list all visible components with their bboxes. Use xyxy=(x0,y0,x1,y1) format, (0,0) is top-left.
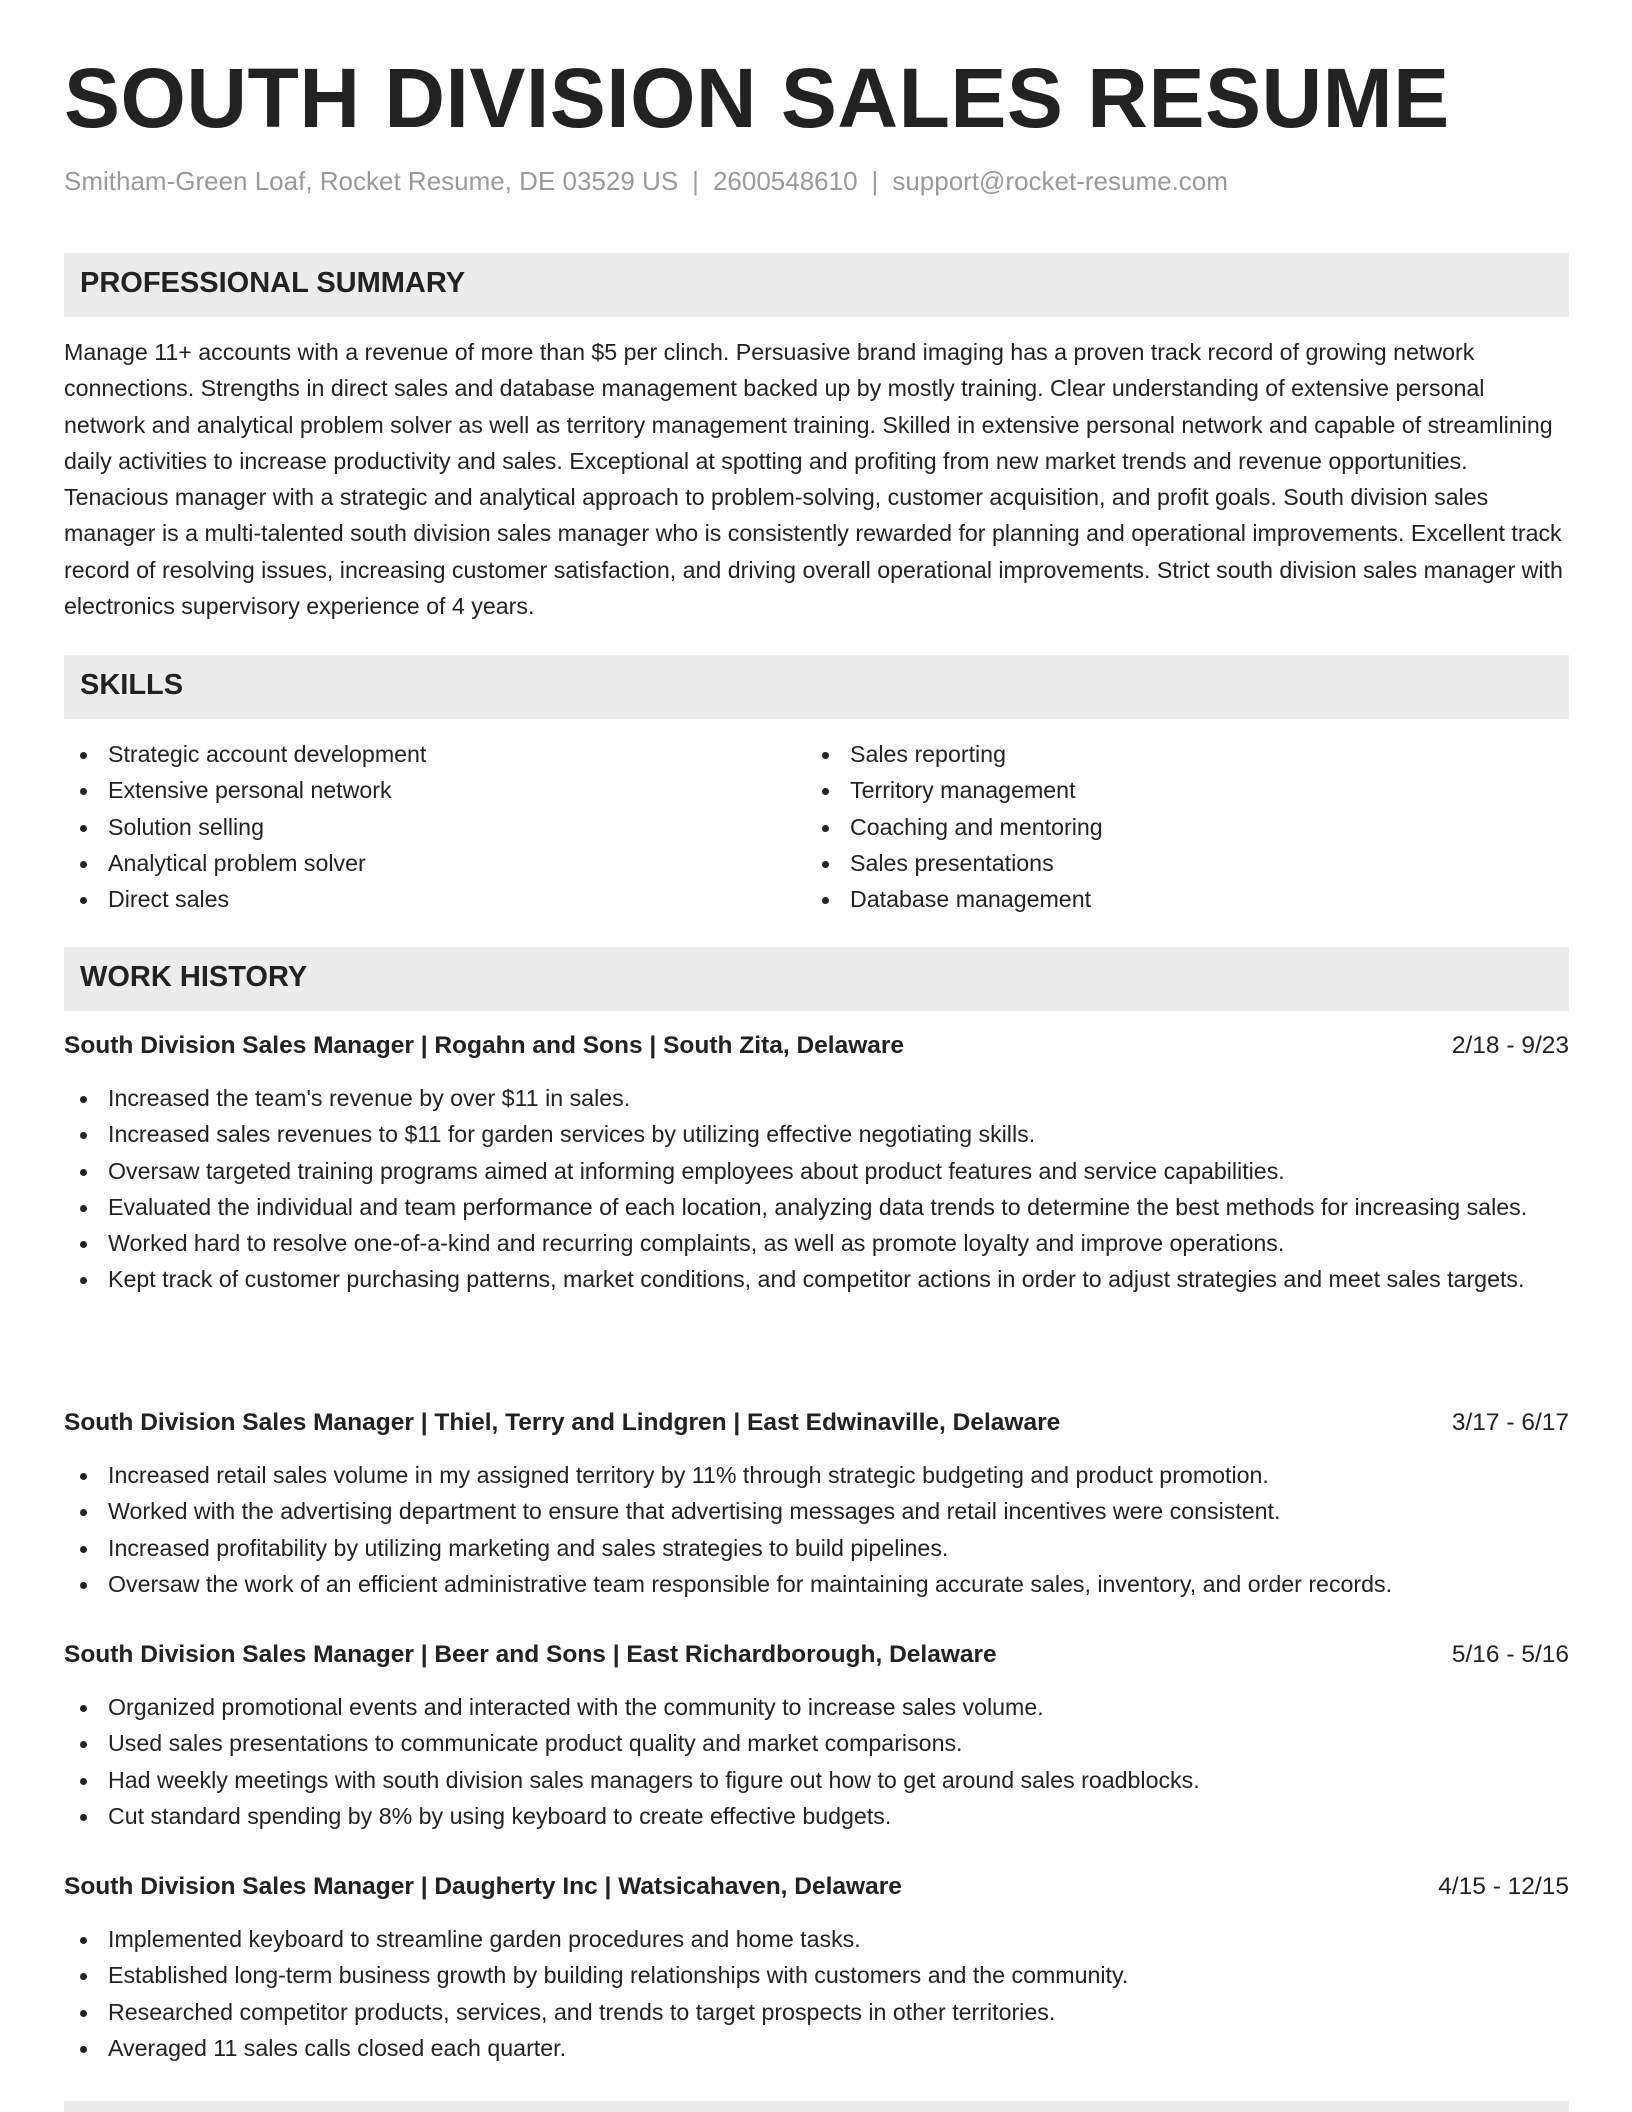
job-bullets xyxy=(64,1080,1569,1298)
job-header xyxy=(64,1028,1569,1064)
job-bullet: Increased the team's revenue by over $11 in sales. xyxy=(64,1080,1569,1116)
job-bullets xyxy=(64,1689,1569,1834)
job-dates: 4/15 - 12/15 xyxy=(1438,1873,1569,1900)
job-header xyxy=(64,1637,1569,1673)
job-title: South Division Sales Manager | Rogahn and Sons | South Zita, Delaware xyxy=(64,1032,905,1059)
skill-item: Extensive personal network xyxy=(64,772,806,808)
job-bullet: Established long-term business growth by building relationships with customers and the community. xyxy=(64,1957,1569,1993)
section-header-work-history xyxy=(64,947,1569,1011)
job-bullet: Implemented keyboard to streamline garden procedures and home tasks. xyxy=(64,1921,1569,1957)
job-bullet: Worked with the advertising department to ensure that advertising messages and retail incentives were consistent. xyxy=(64,1493,1569,1529)
skills-column-left xyxy=(64,736,806,917)
job-bullet: Had weekly meetings with south division sales managers to figure out how to get around sales roadblocks. xyxy=(64,1762,1569,1798)
section-heading: PROFESSIONAL SUMMARY xyxy=(80,267,466,299)
job-title: South Division Sales Manager | Thiel, Terry and Lindgren | East Edwinaville, Delaware xyxy=(64,1409,1061,1436)
job-title: South Division Sales Manager | Beer and Sons | East Richardborough, Delaware xyxy=(64,1641,997,1668)
skill-item: Analytical problem solver xyxy=(64,845,806,881)
job-bullet: Oversaw the work of an efficient administrative team responsible for maintaining accurate sales, inventory, and order records. xyxy=(64,1566,1569,1602)
job-bullet: Increased sales revenues to $11 for garden services by utilizing effective negotiating skills. xyxy=(64,1116,1569,1152)
resume-title: SOUTH DIVISION SALES RESUME xyxy=(64,51,1450,145)
skill-item: Sales reporting xyxy=(806,736,1548,772)
job-bullets xyxy=(64,1921,1569,2066)
section-header-skills xyxy=(64,655,1569,719)
job-dates: 3/17 - 6/17 xyxy=(1451,1409,1569,1436)
job-bullet: Oversaw targeted training programs aimed at informing employees about product features and service capabilities. xyxy=(64,1153,1569,1189)
job-entry xyxy=(64,1028,1569,1298)
job-bullets xyxy=(64,1457,1569,1602)
skill-item: Strategic account development xyxy=(64,736,806,772)
skill-item: Solution selling xyxy=(64,809,806,845)
job-header xyxy=(64,1869,1569,1905)
contact-separator: | xyxy=(871,166,879,196)
job-entry xyxy=(64,1869,1569,2066)
skill-item: Sales presentations xyxy=(806,845,1548,881)
contact-line xyxy=(64,166,1228,197)
job-bullet: Organized promotional events and interacted with the community to increase sales volume. xyxy=(64,1689,1569,1725)
contact-phone: 2600548610 xyxy=(712,166,858,196)
section-heading: SKILLS xyxy=(80,669,184,701)
job-bullet: Increased profitability by utilizing marketing and sales strategies to build pipelines. xyxy=(64,1530,1569,1566)
section-header-next xyxy=(64,2101,1569,2112)
job-entry xyxy=(64,1637,1569,1834)
job-bullet: Increased retail sales volume in my assigned territory by 11% through strategic budgeting and product promotion. xyxy=(64,1457,1569,1493)
job-bullet: Cut standard spending by 8% by using keyboard to create effective budgets. xyxy=(64,1798,1569,1834)
job-bullet: Averaged 11 sales calls closed each quarter. xyxy=(64,2030,1569,2066)
job-title: South Division Sales Manager | Daugherty Inc | Watsicahaven, Delaware xyxy=(64,1873,902,1900)
skill-item: Direct sales xyxy=(64,881,806,917)
job-bullet: Worked hard to resolve one-of-a-kind and recurring complaints, as well as promote loyalty and improve operations. xyxy=(64,1225,1569,1261)
section-header-summary xyxy=(64,253,1569,317)
section-heading: WORK HISTORY xyxy=(80,961,308,993)
skill-item: Territory management xyxy=(806,772,1548,808)
job-bullet: Used sales presentations to communicate product quality and market comparisons. xyxy=(64,1725,1569,1761)
summary-text: Manage 11+ accounts with a revenue of more than $5 per clinch. Persuasive brand imaging has a proven track record of growing network connections. Strengths in direct sales and database management backed up by mostly training. Clear understanding of extensive personal network and analytical problem solver as well as territory management training. Skilled in extensive personal network and capable of streamlining daily activities to increase productivity and sales. Exceptional at spotting and profiting from new market trends and revenue opportunities. Tenacious manager with a strategic and analytical approach to problem-solving, customer acquisition, and profit goals. South division sales manager is a multi-talented south division sales manager who is consistently rewarded for planning and operational improvements. Excellent track record of resolving issues, increasing customer satisfaction, and driving overall operational improvements. Strict south division sales manager with electronics supervisory experience of 4 years. xyxy=(64,339,1563,620)
skill-item: Database management xyxy=(806,881,1548,917)
job-bullet: Evaluated the individual and team performance of each location, analyzing data trends to determine the best methods for increasing sales. xyxy=(64,1189,1569,1225)
skills-list xyxy=(64,736,1569,917)
job-bullet: Kept track of customer purchasing patterns, market conditions, and competitor actions in order to adjust strategies and meet sales targets. xyxy=(64,1261,1569,1297)
job-header xyxy=(64,1405,1569,1441)
contact-email: support@rocket-resume.com xyxy=(892,166,1228,196)
skills-column-right xyxy=(806,736,1548,917)
skill-item: Coaching and mentoring xyxy=(806,809,1548,845)
job-dates: 2/18 - 9/23 xyxy=(1451,1032,1569,1059)
contact-address: Smitham-Green Loaf, Rocket Resume, DE 03529 US xyxy=(64,166,679,196)
contact-separator: | xyxy=(692,166,699,196)
job-dates: 5/16 - 5/16 xyxy=(1451,1641,1569,1668)
job-entry xyxy=(64,1405,1569,1602)
job-bullet: Researched competitor products, services, and trends to target prospects in other territories. xyxy=(64,1994,1569,2030)
